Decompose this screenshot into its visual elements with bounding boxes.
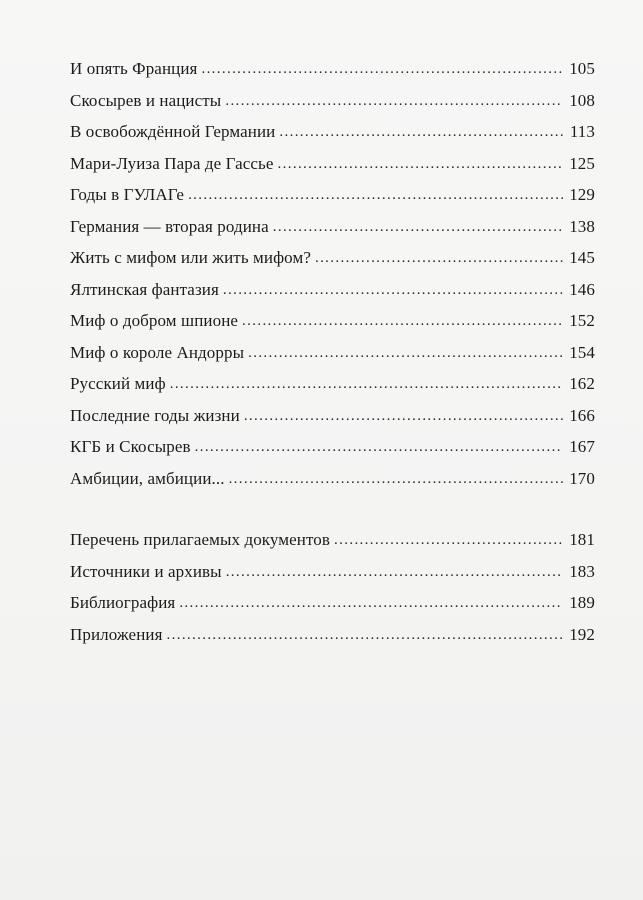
dot-leader <box>278 147 563 181</box>
toc-entry <box>70 116 595 148</box>
toc-entry <box>70 463 595 495</box>
toc-entry-page: 162 <box>569 374 595 393</box>
toc-entry-title: Источники и архивы <box>70 561 222 581</box>
dot-leader <box>273 210 563 244</box>
toc-entry-page: 192 <box>569 624 595 644</box>
toc-entry-title: И опять Франция <box>70 59 198 78</box>
toc-entry-page: 154 <box>569 342 595 362</box>
toc-entry-title: Мари-Луиза Пара де Гассье <box>70 153 274 173</box>
toc-entry-page: 166 <box>569 405 595 425</box>
toc-entry-page: 113 <box>569 122 595 141</box>
toc-entry-title: Жить с мифом или жить мифом? <box>70 248 311 267</box>
dot-leader <box>167 618 563 652</box>
toc-entry-page: 170 <box>569 468 595 488</box>
toc-entry-page: 183 <box>569 561 595 581</box>
toc-entry-title: Библиография <box>70 593 176 612</box>
dot-leader <box>248 336 563 370</box>
toc-entry-page: 145 <box>569 248 595 267</box>
toc-entry <box>70 400 595 432</box>
toc-entry-title: Приложения <box>70 624 163 644</box>
toc-entry <box>70 53 595 85</box>
table-of-contents-appendix <box>70 524 595 650</box>
toc-entry-page: 181 <box>569 530 595 549</box>
dot-leader <box>201 52 563 86</box>
toc-entry-page: 105 <box>569 59 595 78</box>
toc-entry-title: Перечень прилагаемых документов <box>70 530 331 549</box>
dot-leader <box>229 462 563 496</box>
toc-entry-title: КГБ и Скосырев <box>70 437 191 456</box>
toc-entry <box>70 305 595 337</box>
toc-entry-page: 138 <box>569 216 595 236</box>
dot-leader <box>242 304 563 338</box>
toc-entry <box>70 619 595 651</box>
toc-entry-title: Миф о короле Андорры <box>70 342 245 362</box>
dot-leader <box>279 115 563 149</box>
toc-entry-page: 146 <box>569 279 595 299</box>
toc-entry <box>70 179 595 211</box>
toc-entry-title: Германия — вторая родина <box>70 216 269 236</box>
toc-entry <box>70 524 595 556</box>
dot-leader <box>244 399 563 433</box>
dot-leader <box>225 84 563 118</box>
toc-entry <box>70 211 595 243</box>
toc-entry-page: 125 <box>569 153 595 173</box>
toc-entry-title: Русский миф <box>70 374 166 393</box>
toc-entry <box>70 274 595 306</box>
toc-entry-title: В освобождённой Германии <box>70 122 276 141</box>
toc-entry-page: 189 <box>569 593 595 612</box>
toc-entry <box>70 242 595 274</box>
toc-entry-page: 152 <box>569 311 595 330</box>
dot-leader <box>226 555 563 589</box>
toc-entry-page: 108 <box>569 90 595 110</box>
toc-entry-page: 167 <box>569 437 595 456</box>
toc-entry-title: Амбиции, амбиции... <box>70 468 225 488</box>
toc-entry <box>70 85 595 117</box>
dot-leader <box>334 523 563 557</box>
dot-leader <box>170 367 563 401</box>
dot-leader <box>195 430 563 464</box>
toc-entry-title: Миф о добром шпионе <box>70 311 239 330</box>
dot-leader <box>179 586 563 620</box>
dot-leader <box>223 273 563 307</box>
dot-leader <box>315 241 563 275</box>
toc-entry-page: 129 <box>569 185 595 204</box>
toc-entry <box>70 587 595 619</box>
toc-entry-title: Последние годы жизни <box>70 405 240 425</box>
toc-entry-title: Ялтинская фантазия <box>70 279 219 299</box>
toc-entry-title: Скосырев и нацисты <box>70 90 222 110</box>
toc-entry <box>70 337 595 369</box>
toc-entry <box>70 431 595 463</box>
table-of-contents-main <box>70 53 595 494</box>
toc-entry <box>70 368 595 400</box>
dot-leader <box>188 178 563 212</box>
toc-entry <box>70 148 595 180</box>
toc-entry-title: Годы в ГУЛАГе <box>70 185 185 204</box>
toc-entry <box>70 556 595 588</box>
